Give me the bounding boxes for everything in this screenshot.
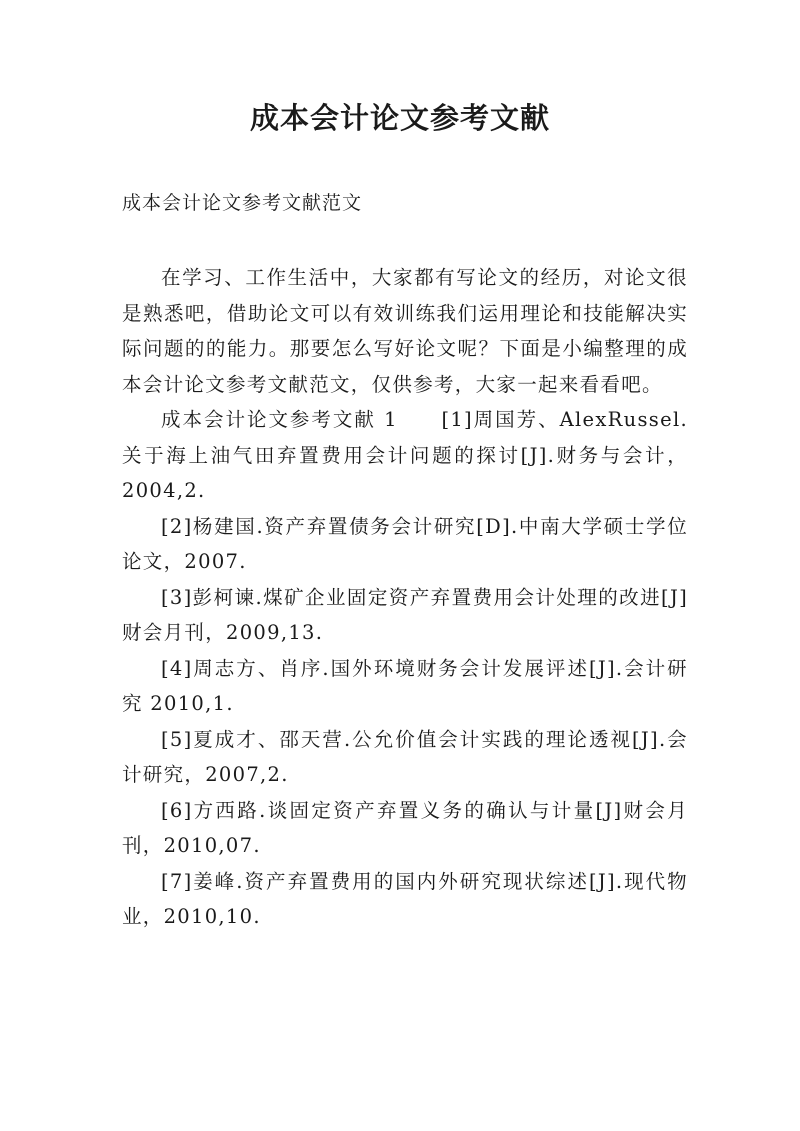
intro-paragraph: 在学习、工作生活中，大家都有写论文的经历，对论文很是熟悉吧，借助论文可以有效训练我们运用理论和技能解决实际问题的的能力。那要怎么写好论文呢？下面是小编整理的成本会计论文参考文献范文，仅供参考，大家一起来看看吧。 <box>122 266 688 396</box>
document-subtitle: 成本会计论文参考文献范文 <box>122 192 363 214</box>
reference-item: [2]杨建国.资产弃置债务会计研究[D].中南大学硕士学位论文，2007. <box>122 514 688 573</box>
reference-item: [6]方西路.谈固定资产弃置义务的确认与计量[J]财会月刊，2010,07. <box>122 798 688 857</box>
document-title: 成本会计论文参考文献 <box>249 101 550 135</box>
reference-item: [4]周志方、肖序.国外环境财务会计发展评述[J].会计研究 2010,1. <box>122 656 688 715</box>
reference-item: [3]彭柯谏.煤矿企业固定资产弃置费用会计处理的改进[J]财会月刊，2009,13. <box>122 585 688 644</box>
reference-item: 成本会计论文参考文献 1 [1]周国芳、AlexRussel.关于海上油气田弃置费用会计问题的探讨[J].财务与会计，2004,2. <box>122 408 688 502</box>
reference-item: [5]夏成才、邵天营.公允价值会计实践的理论透视[J].会计研究，2007,2. <box>122 727 688 786</box>
document-body <box>122 260 688 935</box>
reference-item: [7]姜峰.资产弃置费用的国内外研究现状综述[J].现代物业，2010,10. <box>122 869 688 928</box>
